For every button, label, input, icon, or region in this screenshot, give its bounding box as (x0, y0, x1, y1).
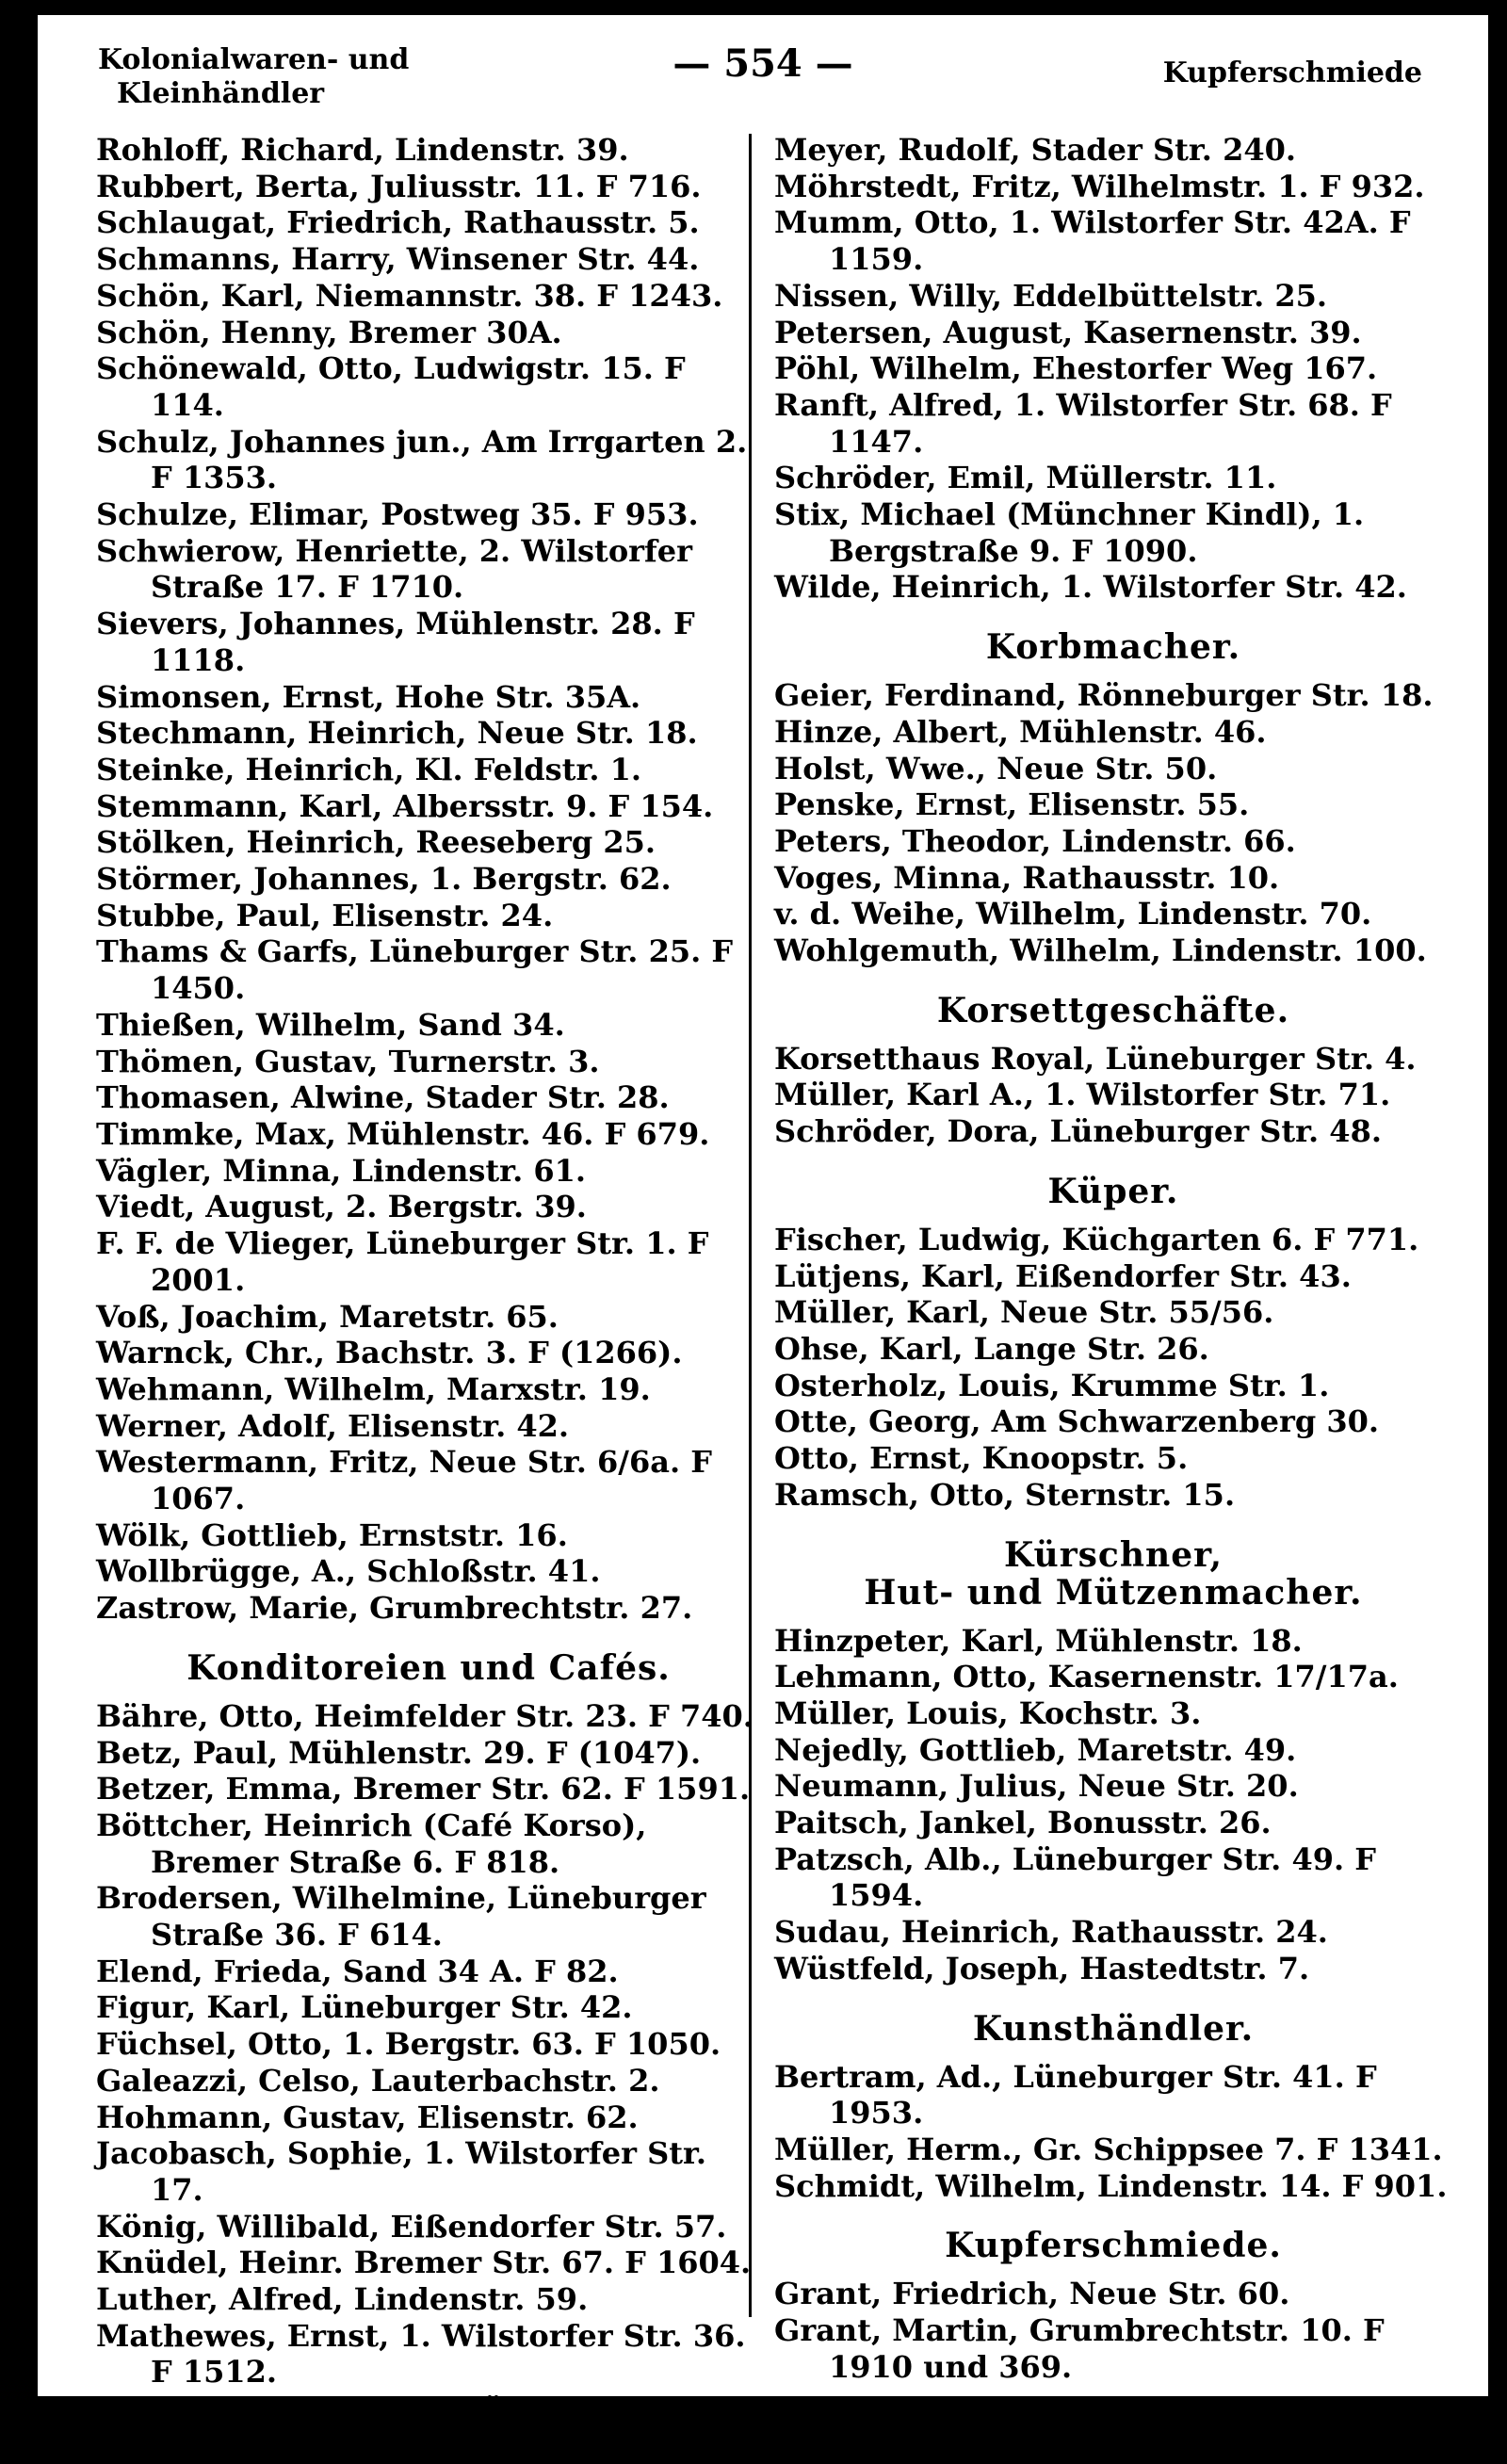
directory-entry: Thams & Garfs, Lüneburger Str. 25. F 1450. (96, 933, 734, 1007)
directory-page (38, 15, 1488, 2463)
section-heading-korbmacher: Korbmacher. (985, 627, 1241, 668)
directory-entry: Schmidt, Wilhelm, Lindenstr. 14. F 901. (774, 2167, 1448, 2204)
directory-entry: Rubbert, Berta, Juliusstr. 11. F 716. (96, 168, 702, 204)
section-heading-kuerschner (774, 1536, 1452, 1612)
section-heading-konditoreien: Konditoreien und Cafés. (186, 1647, 671, 1688)
directory-entry: Neumann, Julius, Neue Str. 20. (774, 1768, 1299, 1805)
left-column (96, 132, 761, 2464)
directory-entry: Otte, Georg, Am Schwarzenberg 30. (774, 1403, 1380, 1440)
directory-entry: Schlaugat, Friedrich, Rathausstr. 5. (96, 204, 700, 241)
directory-entry: Meisenhofer, Joseph, Lüneburger Str. 25. F 1099. (96, 2391, 731, 2463)
directory-entry: Ranft, Alfred, 1. Wilstorfer Str. 68. F 1147. (774, 386, 1392, 460)
directory-entry: Wehmann, Wilhelm, Marxstr. 19. (96, 1370, 651, 1407)
section-heading-kupferschmiede: Kupferschmiede. (945, 2226, 1282, 2266)
directory-entry: Betz, Paul, Mühlenstr. 29. F (1047). (96, 1734, 702, 1771)
directory-entry: Galeazzi, Celso, Lauterbachstr. 2. (96, 2062, 660, 2099)
directory-entry: Westermann, Fritz, Neue Str. 6/6a. F 1067. (96, 1444, 712, 1517)
directory-entry: Wollbrügge, A., Schloßstr. 41. (96, 1553, 601, 1590)
directory-entry: Hinze, Albert, Mühlenstr. 46. (774, 713, 1267, 750)
directory-entry: F. F. de Vlieger, Lüneburger Str. 1. F 2001. (96, 1225, 709, 1298)
directory-entry: Nejedly, Gottlieb, Maretstr. 49. (774, 1731, 1297, 1768)
section-heading-korsett: Korsettgeschäfte. (936, 990, 1290, 1030)
directory-entry: Hohmann, Gustav, Elisenstr. 62. (96, 2099, 639, 2135)
directory-entry: Paitsch, Jankel, Bonusstr. 26. (774, 1805, 1272, 1841)
directory-entry: Timmke, Max, Mühlenstr. 46. F 679. (96, 1115, 710, 1152)
directory-entry: Wüstfeld, Joseph, Hastedtstr. 7. (774, 1950, 1310, 1986)
directory-entry: Schön, Karl, Niemannstr. 38. F 1243. (96, 277, 723, 314)
directory-entry: Schmanns, Harry, Winsener Str. 44. (96, 241, 700, 278)
directory-entry: Simonsen, Ernst, Hohe Str. 35A. (96, 678, 641, 715)
section-heading-kueper: Küper. (1047, 1171, 1179, 1211)
running-head-left-line2: Kleinhändler (117, 77, 325, 110)
directory-entry: Pöhl, Wilhelm, Ehestorfer Weg 167. (774, 350, 1378, 387)
entry-list-kunsthaendler (774, 2059, 1452, 2205)
entry-list-korsett (774, 1041, 1452, 1150)
directory-entry: Schönewald, Otto, Ludwigstr. 15. F 114. (96, 350, 686, 423)
directory-entry: Patzsch, Alb., Lüneburger Str. 49. F 1594. (774, 1840, 1376, 1914)
directory-entry: Brodersen, Wilhelmine, Lüneburger Straße 36. F 614. (96, 1880, 706, 1953)
directory-entry: Störmer, Johannes, 1. Bergstr. 62. (96, 861, 672, 898)
directory-entry: Elend, Frieda, Sand 34 A. F 82. (96, 1953, 619, 1989)
directory-entry: Petersen, August, Kasernenstr. 39. (774, 314, 1362, 350)
directory-entry: Werner, Adolf, Elisenstr. 42. (96, 1407, 570, 1444)
directory-entry: Thomasen, Alwine, Stader Str. 28. (96, 1079, 670, 1116)
directory-entry: Schwierow, Henriette, 2. Wilstorfer Straße 17. F 1710. (96, 532, 692, 606)
directory-entry: Vägler, Minna, Lindenstr. 61. (96, 1152, 587, 1189)
directory-entry: Ohse, Karl, Lange Str. 26. (774, 1330, 1209, 1367)
directory-entry: Jacobasch, Sophie, 1. Wilstorfer Str. 17. (96, 2135, 707, 2208)
section-heading-kunsthaendler: Kunsthändler. (972, 2008, 1255, 2049)
directory-entry: Korsetthaus Royal, Lüneburger Str. 4. (774, 1040, 1417, 1077)
entry-list-korbmacher (774, 677, 1452, 969)
directory-entry: Möhrstedt, Fritz, Wilhelmstr. 1. F 932. (774, 168, 1425, 204)
directory-entry: Peters, Theodor, Lindenstr. 66. (774, 822, 1296, 859)
running-head-right: Kupferschmiede (1162, 57, 1422, 89)
section-heading-kuerschner-line1: Kürschner, (1004, 1534, 1223, 1575)
directory-entry: Wölk, Gottlieb, Ernststr. 16. (96, 1516, 568, 1553)
directory-entry: Stechmann, Heinrich, Neue Str. 18. (96, 715, 698, 752)
entry-list-kupferschmiede (774, 2276, 1452, 2385)
directory-entry: Schön, Henny, Bremer 30A. (96, 314, 562, 350)
directory-entry: Zastrow, Marie, Grumbrechtstr. 27. (96, 1590, 693, 1627)
directory-entry: Thömen, Gustav, Turnerstr. 3. (96, 1043, 600, 1079)
directory-entry: Betzer, Emma, Bremer Str. 62. F 1591. (96, 1771, 751, 1807)
entry-list-kolonialwaren (96, 132, 761, 1627)
directory-entry: Müller, Louis, Kochstr. 3. (774, 1694, 1202, 1731)
directory-entry: Bertram, Ad., Lüneburger Str. 41. F 1953. (774, 2058, 1377, 2132)
directory-entry: Holst, Wwe., Neue Str. 50. (774, 750, 1218, 786)
directory-entry: Stemmann, Karl, Albersstr. 9. F 154. (96, 787, 714, 824)
directory-entry: Voß, Joachim, Maretstr. 65. (96, 1298, 559, 1335)
directory-entry: Thießen, Wilhelm, Sand 34. (96, 1006, 565, 1043)
directory-entry: Müller, Herm., Gr. Schippsee 7. F 1341. (774, 2131, 1443, 2167)
directory-entry: Grant, Friedrich, Neue Str. 60. (774, 2276, 1290, 2312)
directory-entry: Stölken, Heinrich, Reeseberg 25. (96, 824, 656, 861)
directory-entry: Figur, Karl, Lüneburger Str. 42. (96, 1989, 633, 2026)
directory-entry: Otto, Ernst, Knoopstr. 5. (774, 1440, 1189, 1477)
entry-list-kueper (774, 1222, 1452, 1514)
directory-entry: Müller, Karl A., 1. Wilstorfer Str. 71. (774, 1077, 1391, 1113)
directory-entry: König, Willibald, Eißendorfer Str. 57. (96, 2208, 727, 2245)
directory-entry: Schulze, Elimar, Postweg 35. F 953. (96, 496, 699, 533)
directory-entry: Hinzpeter, Karl, Mühlenstr. 18. (774, 1622, 1303, 1659)
directory-entry: Ramsch, Otto, Sternstr. 15. (774, 1476, 1236, 1513)
directory-entry: Bähre, Otto, Heimfelder Str. 23. F 740. (96, 1697, 754, 1734)
directory-entry: Fischer, Ludwig, Küchgarten 6. F 771. (774, 1221, 1419, 1257)
directory-entry: Stubbe, Paul, Elisenstr. 24. (96, 897, 554, 933)
directory-entry: Schröder, Emil, Müllerstr. 11. (774, 460, 1277, 496)
directory-entry: Knüdel, Heinr. Bremer Str. 67. F 1604. (96, 2245, 752, 2281)
entry-list-konditoreien (96, 1698, 761, 2464)
entry-list-kolonialwaren-cont (774, 132, 1452, 606)
directory-entry: Penske, Ernst, Elisenstr. 55. (774, 786, 1250, 823)
directory-entry: Schröder, Dora, Lüneburger Str. 48. (774, 1113, 1382, 1150)
directory-entry: Mathewes, Ernst, 1. Wilstorfer Str. 36. F 1512. (96, 2317, 746, 2391)
directory-entry: Müller, Karl, Neue Str. 55/56. (774, 1294, 1274, 1331)
directory-entry: Wilde, Heinrich, 1. Wilstorfer Str. 42. (774, 569, 1407, 606)
directory-entry: Osterholz, Louis, Krumme Str. 1. (774, 1367, 1330, 1403)
directory-entry: Luther, Alfred, Lindenstr. 59. (96, 2281, 589, 2318)
page-number: — 554 — (672, 41, 853, 86)
directory-entry: Mumm, Otto, 1. Wilstorfer Str. 42A. F 1159. (774, 204, 1411, 278)
section-heading-kuerschner-line2: Hut- und Mützenmacher. (864, 1572, 1363, 1613)
directory-entry: v. d. Weihe, Wilhelm, Lindenstr. 70. (774, 896, 1372, 932)
directory-entry: Warnck, Chr., Bachstr. 3. F (1266). (96, 1335, 683, 1371)
directory-entry: Steinke, Heinrich, Kl. Feldstr. 1. (96, 751, 642, 787)
directory-entry: Wohlgemuth, Wilhelm, Lindenstr. 100. (774, 932, 1427, 969)
directory-entry: Voges, Minna, Rathausstr. 10. (774, 859, 1280, 896)
directory-entry: Sievers, Johannes, Mühlenstr. 28. F 1118. (96, 606, 695, 678)
directory-entry: Füchsel, Otto, 1. Bergstr. 63. F 1050. (96, 2026, 721, 2063)
right-column (774, 132, 1452, 2385)
directory-entry: Lehmann, Otto, Kasernenstr. 17/17a. (774, 1659, 1399, 1695)
directory-entry: Sudau, Heinrich, Rathausstr. 24. (774, 1914, 1328, 1951)
running-head-left-line1: Kolonialwaren- und (98, 43, 410, 76)
directory-entry: Meyer, Rudolf, Stader Str. 240. (774, 132, 1297, 168)
directory-entry: Schulz, Johannes jun., Am Irrgarten 2. F 1353. (96, 423, 748, 496)
directory-entry: Grant, Martin, Grumbrechtstr. 10. F 1910 und 369. (774, 2312, 1385, 2385)
directory-entry: Böttcher, Heinrich (Café Korso), Bremer Straße 6. F 818. (96, 1807, 647, 1880)
directory-entry: Lütjens, Karl, Eißendorfer Str. 43. (774, 1257, 1352, 1294)
directory-entry: Nissen, Willy, Eddelbüttelstr. 25. (774, 277, 1328, 314)
directory-entry: Rohloff, Richard, Lindenstr. 39. (96, 132, 629, 168)
directory-entry: Viedt, August, 2. Bergstr. 39. (96, 1189, 587, 1225)
directory-entry: Geier, Ferdinand, Rönneburger Str. 18. (774, 677, 1434, 714)
entry-list-kuerschner (774, 1623, 1452, 1987)
directory-entry: Stix, Michael (Münchner Kindl), 1. Bergstraße 9. F 1090. (774, 496, 1365, 569)
